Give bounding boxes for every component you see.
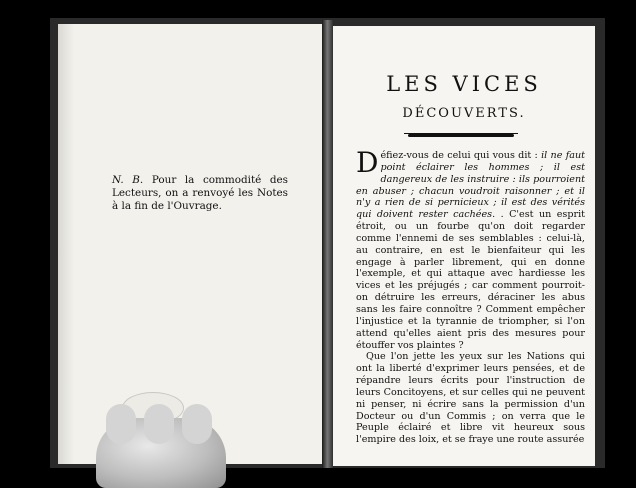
holding-hand <box>96 418 226 488</box>
note-label: N. B. <box>112 174 144 186</box>
body-text <box>356 146 585 446</box>
finger <box>182 404 212 444</box>
paragraph-2: Que l'on jette les yeux sur les Nations qui ont la liberté d'exprimer leurs pensées, et de répandre leurs écrits pour l'instruction de leurs Concitoyens, et sur celles qui ne peuvent ni penser, ni écrire sans la permission d'un Docteur ou d'un Commis ; on verra que le Peuple éclairé et libre vit heureux sous l'empire des loix, et se fraye une route assurée <box>356 351 585 446</box>
left-page-shadow <box>58 24 74 464</box>
chapter-title: LES VICES <box>386 72 542 96</box>
left-page <box>58 24 324 464</box>
note-text: Pour la commodité des Lecteurs, on a renvoyé les Notes à la fin de l'Ouvrage. <box>112 174 288 212</box>
paragraph-1-rest: . . C'est un esprit étroit, ou un fourbe qu'on doit regarder comme l'ennemi de ses semblables : celui-là, au contraire, en est le bienfaiteur qui les engage à parler librement, qui en donne l'exemple, et qui attaque avec hardiesse les vices et les préjugés ; car comment pourroit-on détruire les erreurs, déraciner les abus sans les faire connoître ? Comment empêcher l'injustice et la tyrannie de triompher, si l'on attend qu'elles aient pris des mesures pour étouffer vos plaintes ? <box>356 209 585 351</box>
finger <box>144 404 174 444</box>
paragraph-1-quote: il ne faut point éclairer les hommes ; il est dangereux de les instruire : ils pourroient en abuser ; chacun voudroit raisonner ; et il n'y a rien de si pernicieux ; il est des vérités qui doivent rester cachées <box>356 150 585 221</box>
title-rule <box>408 134 514 137</box>
drop-cap: D <box>356 146 379 179</box>
paragraph-1 <box>356 146 585 351</box>
chapter-subtitle: DÉCOUVERTS. <box>402 106 526 121</box>
paragraph-1-start: éfiez-vous de celui qui vous dit : <box>380 150 542 161</box>
finger <box>106 404 136 444</box>
printers-note <box>112 174 288 213</box>
